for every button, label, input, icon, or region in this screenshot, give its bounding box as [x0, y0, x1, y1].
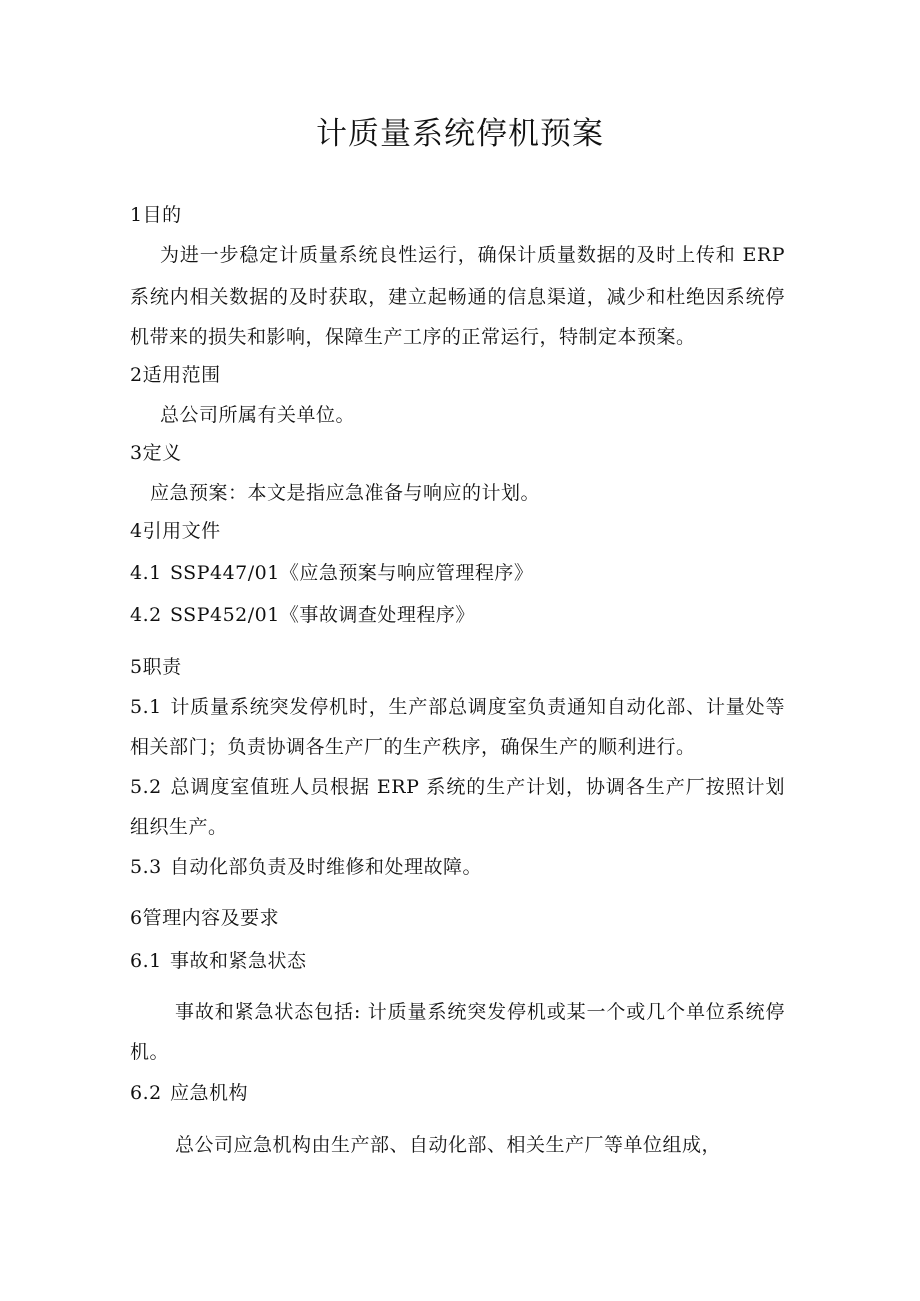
- clause-number: 5.1: [130, 696, 162, 718]
- paragraph-line: 应急预案：本文是指应急准备与响应的计划。: [150, 482, 541, 504]
- paragraph-line: 系统内相关数据的及时获取，建立起畅通的信息渠道，减少和杜绝因系统停: [130, 286, 785, 308]
- clause-number: 6.1: [130, 950, 162, 972]
- section-heading-scope: 2适用范围: [130, 364, 221, 386]
- section-heading-purpose: 1目的: [130, 204, 182, 226]
- clause-text: 计质量系统突发停机时，生产部总调度室负责通知自动化部、计量处等: [170, 696, 785, 718]
- clause-number: 5.2: [130, 776, 162, 798]
- reference-text: SSP452/01《事故调查处理程序》: [170, 604, 475, 626]
- clause-line: [130, 692, 785, 719]
- clause-line: [130, 772, 785, 799]
- clause-text: 自动化部负责及时维修和处理故障。: [170, 856, 483, 878]
- clause-text: 事故和紧急状态: [170, 950, 307, 972]
- paragraph-line: 为进一步稳定计质量系统良性运行，确保计质量数据的及时上传和 ERP: [160, 244, 785, 266]
- clause-number: 6.2: [130, 1082, 162, 1104]
- section-heading-definition: 3定义: [130, 442, 182, 464]
- clause-number: 4.1: [130, 562, 162, 584]
- paragraph-line: 事故和紧急状态包括: 计质量系统突发停机或某一个或几个单位系统停: [175, 1001, 785, 1023]
- reference-text: SSP447/01《应急预案与响应管理程序》: [170, 562, 534, 584]
- clause-text: 总调度室值班人员根据 ERP 系统的生产计划，协调各生产厂按照计划: [170, 776, 785, 798]
- clause-text: 应急机构: [170, 1082, 249, 1104]
- reference-item: [130, 600, 475, 627]
- paragraph-line: 机。: [130, 1041, 170, 1063]
- paragraph-line: 相关部门；负责协调各生产厂的生产秩序，确保生产的顺利进行。: [130, 736, 696, 758]
- clause-line: [130, 852, 482, 879]
- clause-number: 5.3: [130, 856, 162, 878]
- paragraph-line: 机带来的损失和影响，保障生产工序的正常运行，特制定本预案。: [130, 326, 696, 348]
- paragraph-line: 总公司所属有关单位。: [160, 404, 356, 426]
- paragraph-line: 组织生产。: [130, 816, 228, 838]
- section-heading-management: 6管理内容及要求: [130, 907, 280, 929]
- clause-number: 4.2: [130, 604, 162, 626]
- paragraph-line: 总公司应急机构由生产部、自动化部、相关生产厂等单位组成，: [175, 1134, 722, 1156]
- section-heading-references: 4引用文件: [130, 520, 221, 542]
- clause-line: [130, 946, 307, 973]
- document-title: 计质量系统停机预案: [316, 116, 604, 152]
- clause-line: [130, 1078, 248, 1105]
- section-heading-responsibilities: 5职责: [130, 656, 182, 678]
- reference-item: [130, 558, 533, 585]
